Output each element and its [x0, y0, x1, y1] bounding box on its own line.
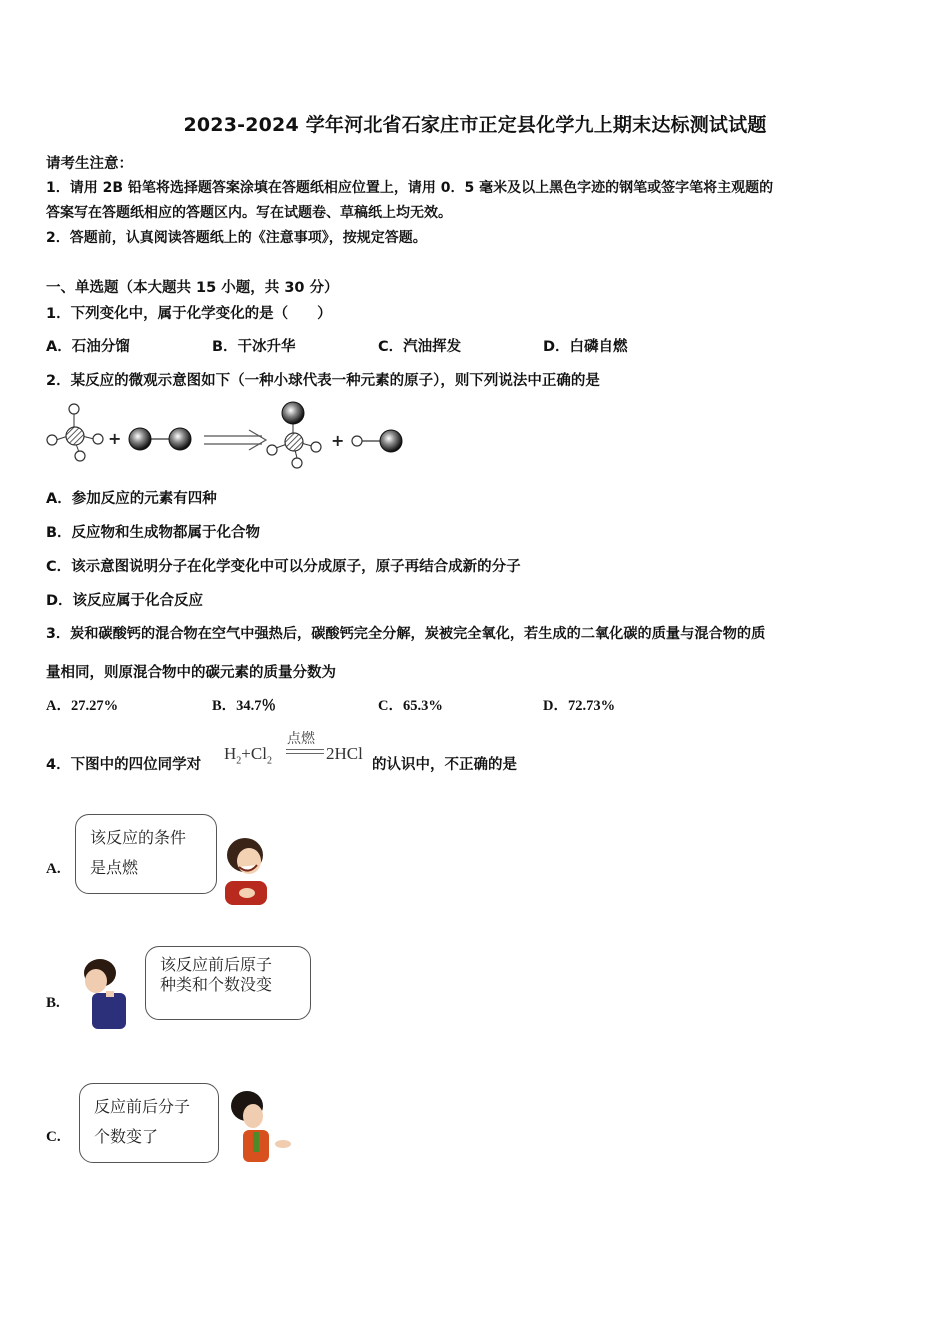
- question-3-option-b[interactable]: B．34.7％: [212, 698, 277, 714]
- question-2-option-a[interactable]: A．参加反应的元素有四种: [46, 491, 217, 507]
- product-molecule-1: [267, 402, 321, 468]
- question-3-option-c[interactable]: C．65.3%: [378, 698, 443, 714]
- question-4-option-b-label[interactable]: B.: [46, 995, 60, 1011]
- section-heading: 一、单选题（本大题共 15 小题，共 30 分）: [46, 280, 339, 296]
- equation-condition: 点燃: [287, 731, 315, 747]
- question-2-option-d[interactable]: D．该反应属于化合反应: [46, 593, 204, 609]
- equation-double-line: [286, 749, 324, 754]
- option-a-speech-bubble: [75, 814, 217, 894]
- student-b-illustration-icon: [78, 955, 130, 1030]
- notice-item-1: 1．请用 2B 铅笔将选择题答案涂填在答题纸相应位置上，请用 0．5 毫米及以上黑色字迹的钢笔或签字笔将主观题的: [46, 180, 774, 196]
- question-3-option-d[interactable]: D．72.73%: [543, 698, 616, 714]
- equation-product: 2HCl: [326, 744, 363, 763]
- bubble-c-line-1: 反应前后分子: [94, 1097, 191, 1116]
- option-b-speech-bubble: [145, 946, 311, 1020]
- option-c-speech-bubble: [79, 1083, 219, 1163]
- question-1-option-b[interactable]: B．干冰升华: [212, 339, 296, 355]
- student-a-illustration-icon: [215, 833, 277, 908]
- question-4-option-c-label[interactable]: C.: [46, 1129, 61, 1145]
- question-3-stem-line-2: 量相同，则原混合物中的碳元素的质量分数为: [46, 665, 336, 681]
- notice-heading: 请考生注意：: [46, 156, 133, 172]
- question-2-option-b[interactable]: B．反应物和生成物都属于化合物: [46, 525, 261, 541]
- bubble-c-line-2: 个数变了: [94, 1127, 159, 1146]
- question-4-stem-prefix: 4．下图中的四位同学对: [46, 757, 202, 773]
- page-title: 2023-2024 学年河北省石家庄市正定县化学九上期末达标测试试题: [183, 114, 767, 136]
- chemical-equation: [224, 744, 272, 766]
- student-c-illustration-icon: [225, 1088, 295, 1166]
- notice-item-1-cont: 答案写在答题纸相应的答题区内。写在试题卷、草稿纸上均无效。: [46, 205, 452, 221]
- bubble-b-line-2: 种类和个数没变: [160, 975, 273, 994]
- bubble-a-line-1: 该反应的条件: [90, 828, 187, 847]
- question-1-option-c[interactable]: C．汽油挥发: [378, 339, 462, 355]
- reaction-arrow: [204, 430, 266, 450]
- question-3-option-a[interactable]: A．27.27%: [46, 698, 119, 714]
- equation-sub-1: 2: [236, 755, 242, 767]
- equation-sub-2: 2: [266, 755, 272, 767]
- reactant-molecule-1: [47, 404, 103, 461]
- question-1-option-a[interactable]: A．石油分馏: [46, 339, 130, 355]
- question-2-option-c[interactable]: C．该示意图说明分子在化学变化中可以分成原子，原子再结合成新的分子: [46, 559, 521, 575]
- product-molecule-2: [352, 430, 402, 452]
- question-2-stem: 2．某反应的微观示意图如下（一种小球代表一种元素的原子），则下列说法中正确的是: [46, 373, 600, 389]
- question-4-stem-suffix: 的认识中，不正确的是: [372, 757, 517, 773]
- question-1-stem: 1．下列变化中，属于化学变化的是（ ）: [46, 306, 332, 322]
- molecular-reaction-diagram: [44, 400, 414, 475]
- question-3-stem-line-1: 3．炭和碳酸钙的混合物在空气中强热后，碳酸钙完全分解，炭被完全氧化，若生成的二氧化碳的质量与混合物的质: [46, 626, 766, 642]
- equation-h: H: [224, 744, 237, 763]
- bubble-a-line-2: 是点燃: [90, 858, 139, 877]
- question-1-option-d[interactable]: D．白磷自燃: [543, 339, 628, 355]
- reactant-molecule-2: [129, 428, 191, 450]
- equation-plus-cl: +Cl: [241, 744, 267, 763]
- bubble-b-line-1: 该反应前后原子: [160, 955, 273, 974]
- question-4-option-a-label[interactable]: A.: [46, 861, 61, 877]
- svg-text:+: +: [108, 429, 122, 448]
- notice-item-2: 2．答题前，认真阅读答题纸上的《注意事项》，按规定答题。: [46, 230, 427, 246]
- svg-text:+: +: [331, 431, 345, 450]
